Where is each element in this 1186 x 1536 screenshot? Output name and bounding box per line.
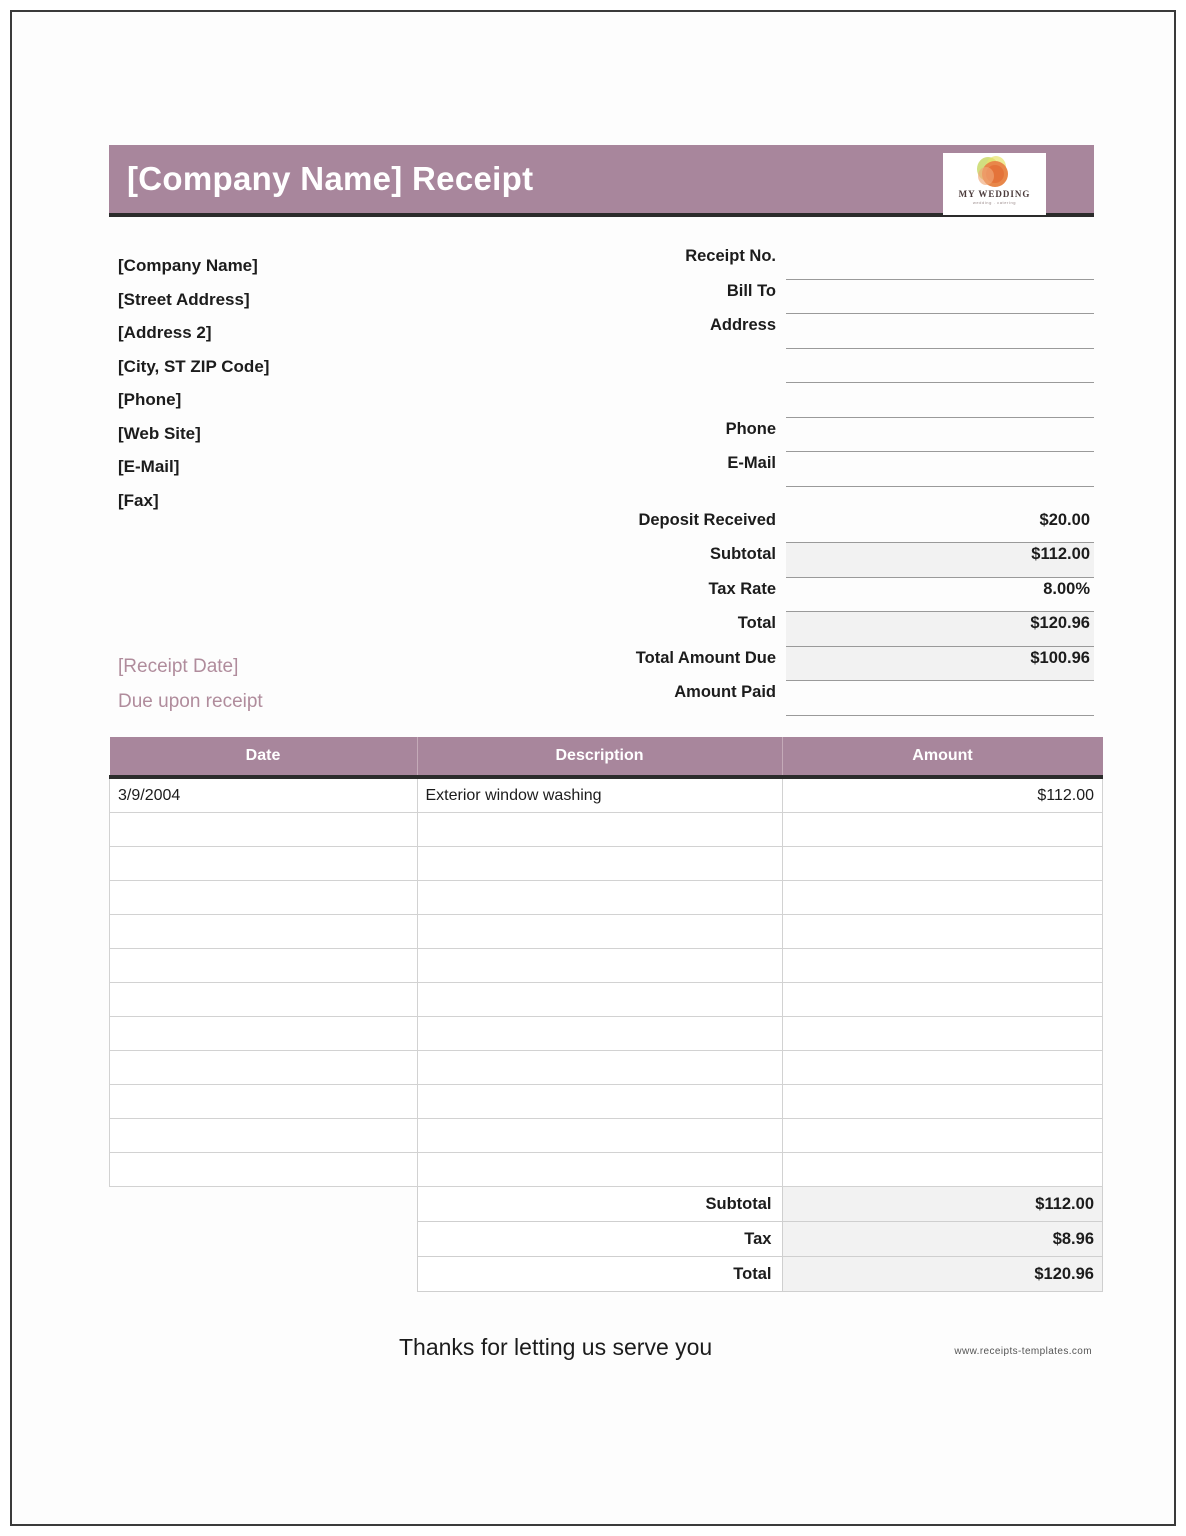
receipt-content [109, 145, 1094, 1374]
field-row-address-2 [608, 349, 1094, 384]
cell-amount[interactable] [782, 813, 1103, 847]
total-label: Subtotal [710, 545, 776, 563]
cell-description[interactable] [417, 1017, 782, 1051]
cell-amount[interactable] [782, 847, 1103, 881]
company-logo [943, 153, 1046, 215]
summary-spacer [110, 1222, 418, 1257]
cell-date[interactable] [110, 949, 418, 983]
total-label: Tax Rate [708, 579, 776, 598]
total-label: Deposit Received [638, 510, 776, 529]
cell-date[interactable] [110, 813, 418, 847]
cell-description[interactable] [417, 1119, 782, 1153]
wedding-ring-circle-logo-icon [969, 156, 1021, 190]
cell-amount[interactable] [782, 915, 1103, 949]
cell-amount[interactable] [782, 1051, 1103, 1085]
summary-label: Tax [417, 1222, 782, 1257]
cell-date[interactable] [110, 1017, 418, 1051]
line-items-header [110, 737, 1103, 777]
table-row[interactable] [110, 1051, 1103, 1085]
company-line: [Company Name] [118, 256, 258, 275]
cell-description[interactable] [417, 881, 782, 915]
company-address-block [118, 249, 498, 517]
receipt-sheet [10, 10, 1176, 1526]
field-row-email [608, 452, 1094, 487]
summary-spacer [110, 1187, 418, 1222]
table-row[interactable] [110, 1085, 1103, 1119]
subtotal-value-cell [786, 543, 1094, 578]
company-line: [E-Mail] [118, 457, 180, 476]
column-header-date: Date [110, 737, 418, 777]
field-label: Receipt No. [685, 247, 776, 265]
company-line: [Fax] [118, 490, 159, 510]
total-value: $100.96 [1030, 648, 1090, 667]
total-row-total [608, 612, 1094, 647]
payment-terms: Due upon receipt [118, 691, 263, 712]
cell-description[interactable] [417, 1153, 782, 1187]
table-row[interactable] [110, 847, 1103, 881]
cell-amount[interactable]: $112.00 [782, 777, 1103, 813]
summary-row-total [110, 1257, 1103, 1292]
receipt-no-input[interactable] [786, 245, 1094, 280]
total-label: Amount Paid [674, 683, 776, 701]
cell-date[interactable] [110, 881, 418, 915]
company-line: [Phone] [118, 390, 182, 409]
cell-description[interactable] [417, 1085, 782, 1119]
tax-rate-input[interactable] [786, 578, 1094, 613]
bill-to-input[interactable] [786, 280, 1094, 315]
company-line: [Web Site] [118, 423, 201, 443]
address-line2-input[interactable] [786, 349, 1094, 384]
field-label: Address [709, 316, 776, 334]
page-title: [Company Name] Receipt [127, 160, 534, 197]
total-row-total-amount-due [608, 647, 1094, 682]
field-label: Bill To [726, 281, 776, 300]
source-website-url: www.receipts-templates.com [954, 1346, 1092, 1357]
email-input[interactable] [786, 452, 1094, 487]
total-row-deposit-received [608, 509, 1094, 544]
receipt-footer [109, 1334, 1094, 1374]
thank-you-message: Thanks for letting us serve you [399, 1334, 713, 1360]
table-row[interactable] [110, 1017, 1103, 1051]
total-row-subtotal [608, 543, 1094, 578]
cell-amount[interactable] [782, 881, 1103, 915]
cell-description[interactable]: Exterior window washing [417, 777, 782, 813]
line-items-body [110, 777, 1103, 1292]
cell-date[interactable] [110, 1119, 418, 1153]
summary-label: Subtotal [417, 1187, 782, 1222]
address-input[interactable] [786, 314, 1094, 349]
cell-description[interactable] [417, 847, 782, 881]
table-row[interactable] [110, 777, 1103, 813]
deposit-received-input[interactable] [786, 509, 1094, 544]
cell-date[interactable]: 3/9/2004 [110, 777, 418, 813]
cell-description[interactable] [417, 1051, 782, 1085]
upper-section [109, 217, 1094, 737]
table-row[interactable] [110, 949, 1103, 983]
table-row[interactable] [110, 881, 1103, 915]
cell-date[interactable] [110, 1153, 418, 1187]
cell-description[interactable] [417, 949, 782, 983]
cell-date[interactable] [110, 915, 418, 949]
cell-description[interactable] [417, 915, 782, 949]
phone-input[interactable] [786, 418, 1094, 453]
company-line: [Street Address] [118, 289, 250, 309]
total-row-amount-paid [608, 681, 1094, 716]
summary-label: Total [417, 1257, 782, 1292]
table-row[interactable] [110, 983, 1103, 1017]
bill-to-fields [608, 245, 1094, 716]
amount-paid-input[interactable] [786, 681, 1094, 716]
logo-company-name: MY WEDDING [958, 189, 1031, 199]
table-row[interactable] [110, 813, 1103, 847]
table-row[interactable] [110, 915, 1103, 949]
fields-spacer [608, 487, 1094, 509]
table-header-row [110, 737, 1103, 777]
summary-row-subtotal [110, 1187, 1103, 1222]
total-row-tax-rate [608, 578, 1094, 613]
cell-description[interactable] [417, 813, 782, 847]
company-line: [City, ST ZIP Code] [118, 356, 270, 376]
company-line: [Address 2] [118, 323, 212, 342]
cell-date[interactable] [110, 1051, 418, 1085]
table-row[interactable] [110, 1119, 1103, 1153]
field-row-receipt-no [608, 245, 1094, 280]
cell-amount[interactable] [782, 1017, 1103, 1051]
field-row-bill-to [608, 280, 1094, 315]
column-header-amount: Amount [782, 737, 1103, 777]
line-items-table [109, 737, 1103, 1292]
field-label: Phone [725, 419, 776, 438]
cell-amount[interactable] [782, 983, 1103, 1017]
field-row-address-3 [608, 383, 1094, 418]
receipt-header-bar [109, 145, 1094, 217]
table-row[interactable] [110, 1153, 1103, 1187]
total-value: $112.00 [1031, 545, 1090, 563]
logo-tagline: wedding . catering [972, 200, 1017, 205]
cell-amount[interactable] [782, 949, 1103, 983]
total-value-cell [786, 612, 1094, 647]
summary-spacer [110, 1257, 418, 1292]
summary-value: $8.96 [782, 1222, 1103, 1257]
total-value: $20.00 [1039, 510, 1090, 529]
total-value: $120.96 [1030, 614, 1090, 632]
cell-amount[interactable] [782, 1119, 1103, 1153]
total-label: Total Amount Due [635, 648, 776, 667]
cell-amount[interactable] [782, 1085, 1103, 1119]
receipt-date: [Receipt Date] [118, 656, 239, 677]
total-value: 8.00% [1043, 579, 1090, 598]
summary-value: $120.96 [782, 1257, 1103, 1292]
total-amount-due-value-cell [786, 647, 1094, 682]
field-label: E-Mail [727, 454, 776, 472]
receipt-date-block [118, 649, 498, 719]
cell-date[interactable] [110, 847, 418, 881]
cell-description[interactable] [417, 983, 782, 1017]
field-row-phone [608, 418, 1094, 453]
column-header-description: Description [417, 737, 782, 777]
cell-amount[interactable] [782, 1153, 1103, 1187]
summary-row-tax [110, 1222, 1103, 1257]
address-line3-input[interactable] [786, 383, 1094, 418]
field-row-address [608, 314, 1094, 349]
total-label: Total [737, 614, 776, 632]
cell-date[interactable] [110, 983, 418, 1017]
summary-value: $112.00 [782, 1187, 1103, 1222]
cell-date[interactable] [110, 1085, 418, 1119]
